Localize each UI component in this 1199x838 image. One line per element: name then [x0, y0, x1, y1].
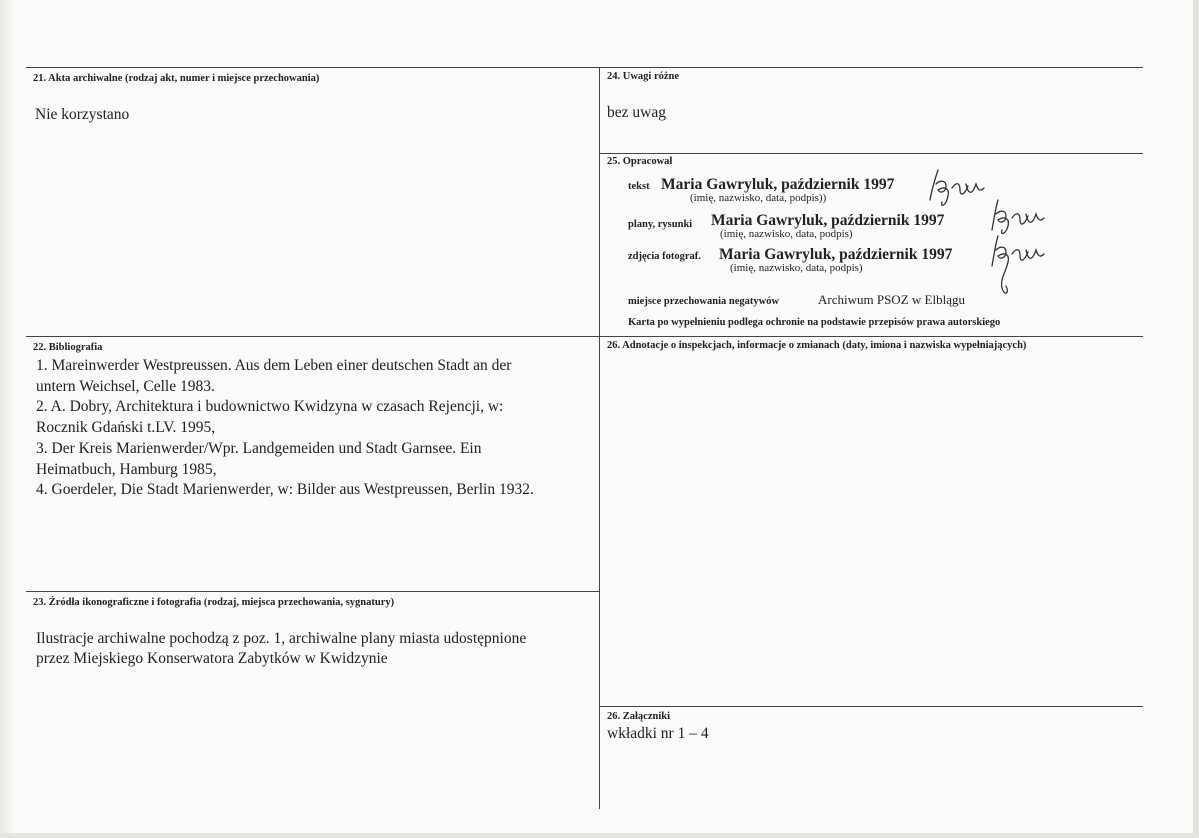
- bibliography-line: 4. Goerdeler, Die Stadt Marienwerder, w: Bilder aus Westpreussen, Berlin 1932.: [36, 481, 534, 499]
- iconography-text: [36, 629, 526, 669]
- field-21-label: 21. Akta archiwalne (rodzaj akt, numer i miejsce przechowania): [33, 73, 320, 84]
- field-26-annotations-label: 26. Adnotacje o inspekcjach, informacje o zmianach (daty, imiona i nazwiska wypełniających): [607, 340, 1027, 351]
- bibliography-line: 2. A. Dobry, Architektura i budownictwo Kwidzyna w czasach Rejencji, w:: [36, 398, 504, 416]
- signature-text: [922, 166, 992, 210]
- author-text-hint: (imię, nazwisko, data, podpis)): [690, 192, 827, 204]
- field-25-label: 25. Opracował: [607, 156, 673, 167]
- field-24-label: 24. Uwagi różne: [607, 71, 680, 82]
- divider-row2: [26, 336, 1143, 337]
- author-text-name: Maria Gawryluk, październik 1997: [661, 176, 895, 193]
- negatives-storage-label: miejsce przechowania negatywów: [628, 296, 780, 307]
- divider-26-attachments: [600, 706, 1143, 707]
- author-photos-name: Maria Gawryluk, październik 1997: [719, 246, 953, 263]
- iconography-line: Ilustracje archiwalne pochodzą z poz. 1, archiwalne plany miasta udostępnione: [36, 630, 527, 647]
- bibliography-line: 1. Mareinwerder Westpreussen. Aus dem Leben einer deutschen Stadt an der: [36, 357, 512, 374]
- author-plans-prefix: plany, rysunki: [628, 219, 693, 230]
- divider-22-23: [26, 591, 599, 592]
- negatives-storage-value: Archiwum PSOZ w Elblągu: [818, 292, 965, 307]
- field-21-value: Nie korzystano: [35, 106, 130, 123]
- bibliography-line: untern Weichsel, Celle 1983.: [36, 377, 215, 395]
- author-text-prefix: tekst: [628, 181, 650, 192]
- divider-24-25: [600, 153, 1143, 154]
- field-23-label: 23. Źródła ikonograficzne i fotografia (rodzaj, miejsca przechowania, sygnatury): [33, 597, 395, 608]
- field-22-label: 22. Bibliografia: [33, 342, 103, 353]
- scan-edge-right: [1193, 0, 1199, 838]
- center-divider: [599, 67, 600, 809]
- field-24-value: bez uwag: [607, 104, 666, 121]
- author-plans-hint: (imię, nazwisko, data, podpis): [720, 228, 853, 240]
- bibliography-list: [36, 356, 534, 501]
- field-26-attachments-label: 26. Załączniki: [607, 711, 671, 722]
- bibliography-line: Rocznik Gdański t.LV. 1995,: [36, 419, 216, 437]
- bibliography-line: 3. Der Kreis Marienwerder/Wpr. Landgemeiden und Stadt Garnsee. Ein: [36, 439, 482, 457]
- author-photos-prefix: zdjęcia fotograf.: [628, 251, 701, 262]
- scan-edge-left: [0, 0, 14, 838]
- signature-plans: [984, 196, 1048, 236]
- copyright-notice: Karta po wypełnieniu podlega ochronie na podstawie przepisów prawa autorskiego: [628, 317, 1001, 328]
- iconography-line: przez Miejskiego Konserwatora Zabytków w Kwidzynie: [36, 650, 388, 667]
- signature-photos: [984, 232, 1048, 300]
- field-26-attachments-value: wkładki nr 1 – 4: [607, 725, 709, 742]
- bibliography-line: Heimatbuch, Hamburg 1985,: [36, 460, 217, 478]
- author-plans-name: Maria Gawryluk, październik 1997: [711, 212, 945, 229]
- scan-edge-bottom: [0, 833, 1199, 838]
- top-border: [26, 67, 1143, 68]
- author-photos-hint: (imię, nazwisko, data, podpis): [730, 262, 863, 274]
